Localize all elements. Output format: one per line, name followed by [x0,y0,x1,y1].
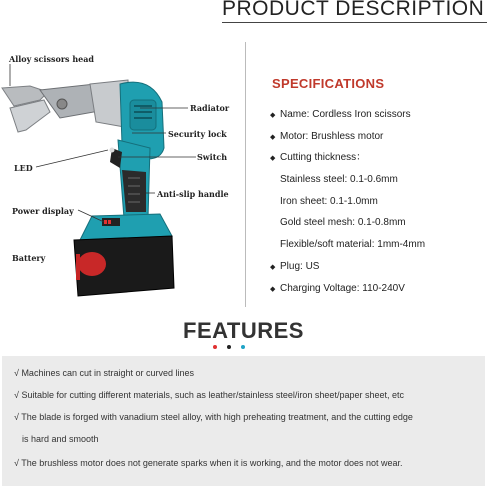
vertical-divider [245,42,246,307]
diamond-bullet-icon: ◆ [270,285,276,293]
diamond-bullet-icon: ◆ [270,112,276,119]
feature-line: √ Suitable for cutting different materials, such as leather/stainless steel/iron sheet/paper sheet, etc [14,390,404,400]
title-underline [222,22,487,23]
callout-switch: Switch [197,152,228,162]
spec-item: ◆ Motor: Brushless motor [270,126,485,148]
feature-line: √ The blade is forged with vanadium steel alloy, with high preheating treatment, and the cutting edge [14,412,413,422]
callout-led: LED [14,163,33,173]
specifications-list [270,104,485,299]
red-dot-icon [213,345,217,349]
page-title: PRODUCT DESCRIPTION [222,0,485,20]
spec-subitem: Gold steel mesh: 0.1-0.8mm [280,217,406,229]
callout-power-display: Power display [12,206,74,216]
decorative-dots [211,345,251,351]
product-illustration [0,40,245,310]
diamond-bullet-icon: ◆ [270,155,276,163]
spec-subitem: Stainless steel: 0.1-0.6mm [280,174,398,186]
features-title: FEATURES [183,318,304,343]
specifications-title: SPECIFICATIONS [272,76,385,91]
callout-security-lock: Security lock [168,129,227,139]
spec-subitem: Iron sheet: 0.1-1.0mm [280,195,378,207]
callout-battery: Battery [12,253,46,263]
callout-alloy-head: Alloy scissors head [9,54,94,64]
diamond-bullet-icon: ◆ [270,133,276,141]
diamond-bullet-icon: ◆ [270,263,276,271]
feature-line: √ The brushless motor does not generate sparks when it is working, and the motor does not wear. [14,458,403,468]
spec-item: ◆ Cutting thickness： [270,147,485,169]
features-panel [2,356,485,486]
spec-item: ◆ Name: Cordless Iron scissors [270,104,485,126]
blue-dot-icon [241,345,245,349]
spec-item: ◆ Charging Voltage: 110-240V [270,278,485,300]
black-dot-icon [227,345,231,349]
feature-line: √ Machines can cut in straight or curved lines [14,368,195,378]
spec-subitem: Flexible/soft material: 1mm-4mm [280,239,426,251]
callout-anti-slip-handle: Anti-slip handle [157,189,229,199]
callout-radiator: Radiator [190,103,230,113]
spec-item: ◆ Plug: US [270,256,485,278]
feature-line: is hard and smooth [22,434,99,444]
